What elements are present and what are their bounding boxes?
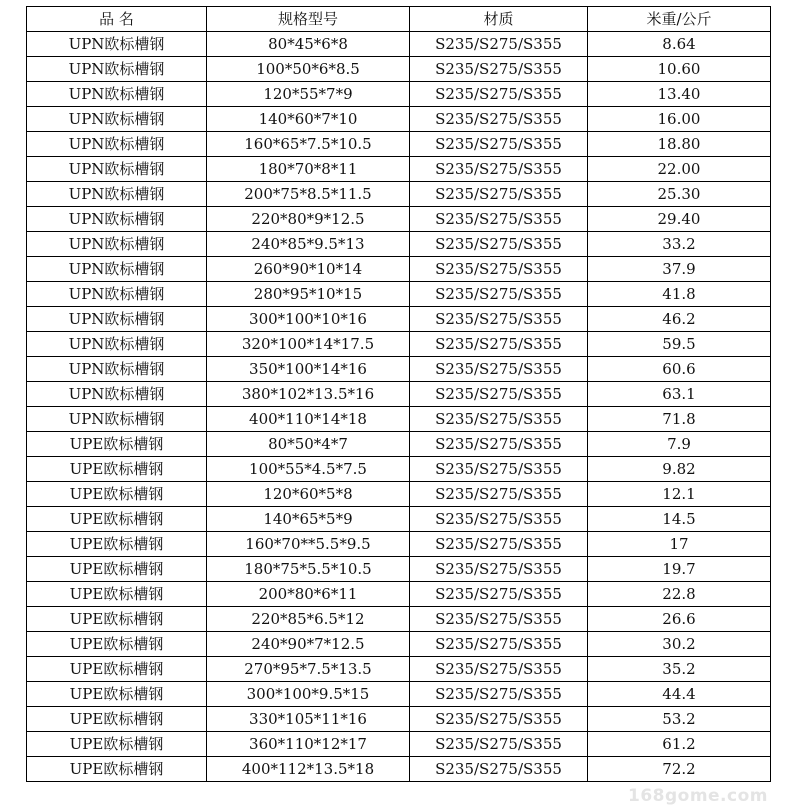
product-name-cell: UPE欧标槽钢 [27,457,207,482]
material-cell: S235/S275/S355 [410,582,588,607]
product-name-cell: UPN欧标槽钢 [27,32,207,57]
table-row [27,307,771,332]
specification-cell: 200*75*8.5*11.5 [207,182,410,207]
material-cell: S235/S275/S355 [410,632,588,657]
table-row [27,382,771,407]
material-cell: S235/S275/S355 [410,757,588,782]
weight-cell: 22.00 [588,157,771,182]
material-cell: S235/S275/S355 [410,182,588,207]
specification-cell: 120*60*5*8 [207,482,410,507]
table-row [27,82,771,107]
specification-cell: 220*80*9*12.5 [207,207,410,232]
product-name-cell: UPE欧标槽钢 [27,732,207,757]
table-row [27,507,771,532]
table-row [27,657,771,682]
product-name-cell: UPE欧标槽钢 [27,707,207,732]
weight-cell: 46.2 [588,307,771,332]
specification-cell: 140*65*5*9 [207,507,410,532]
weight-cell: 16.00 [588,107,771,132]
table-row [27,207,771,232]
specification-cell: 270*95*7.5*13.5 [207,657,410,682]
product-name-cell: UPN欧标槽钢 [27,282,207,307]
specification-cell: 400*110*14*18 [207,407,410,432]
table-row [27,707,771,732]
weight-cell: 25.30 [588,182,771,207]
material-cell: S235/S275/S355 [410,257,588,282]
material-cell: S235/S275/S355 [410,307,588,332]
table-row [27,482,771,507]
weight-cell: 8.64 [588,32,771,57]
table-row [27,682,771,707]
header-specification: 规格型号 [207,7,410,32]
weight-cell: 44.4 [588,682,771,707]
table-row [27,332,771,357]
material-cell: S235/S275/S355 [410,682,588,707]
specification-cell: 160*70**5.5*9.5 [207,532,410,557]
material-cell: S235/S275/S355 [410,507,588,532]
table-row [27,257,771,282]
table-row [27,757,771,782]
weight-cell: 71.8 [588,407,771,432]
weight-cell: 12.1 [588,482,771,507]
specification-cell: 140*60*7*10 [207,107,410,132]
material-cell: S235/S275/S355 [410,407,588,432]
specification-cell: 360*110*12*17 [207,732,410,757]
table-row [27,232,771,257]
specification-cell: 330*105*11*16 [207,707,410,732]
material-cell: S235/S275/S355 [410,32,588,57]
specification-cell: 380*102*13.5*16 [207,382,410,407]
table-row [27,557,771,582]
material-cell: S235/S275/S355 [410,232,588,257]
product-name-cell: UPE欧标槽钢 [27,582,207,607]
table-row [27,132,771,157]
specification-cell: 160*65*7.5*10.5 [207,132,410,157]
table-row [27,632,771,657]
header-row [27,7,771,32]
material-cell: S235/S275/S355 [410,107,588,132]
product-name-cell: UPE欧标槽钢 [27,757,207,782]
product-name-cell: UPE欧标槽钢 [27,657,207,682]
table-row [27,407,771,432]
header-material: 材质 [410,7,588,32]
material-cell: S235/S275/S355 [410,357,588,382]
product-name-cell: UPN欧标槽钢 [27,207,207,232]
header-product-name: 品 名 [27,7,207,32]
weight-cell: 37.9 [588,257,771,282]
weight-cell: 10.60 [588,57,771,82]
table-row [27,582,771,607]
site-watermark: 168gome.com [627,786,768,806]
specification-cell: 320*100*14*17.5 [207,332,410,357]
header-weight-per-meter: 米重/公斤 [588,7,771,32]
specification-cell: 220*85*6.5*12 [207,607,410,632]
material-cell: S235/S275/S355 [410,532,588,557]
specification-cell: 80*50*4*7 [207,432,410,457]
table-row [27,607,771,632]
weight-cell: 63.1 [588,382,771,407]
weight-cell: 29.40 [588,207,771,232]
weight-cell: 13.40 [588,82,771,107]
weight-cell: 59.5 [588,332,771,357]
weight-cell: 35.2 [588,657,771,682]
material-cell: S235/S275/S355 [410,707,588,732]
specification-cell: 400*112*13.5*18 [207,757,410,782]
specification-cell: 300*100*10*16 [207,307,410,332]
weight-cell: 14.5 [588,507,771,532]
material-cell: S235/S275/S355 [410,382,588,407]
material-cell: S235/S275/S355 [410,207,588,232]
weight-cell: 17 [588,532,771,557]
product-name-cell: UPE欧标槽钢 [27,632,207,657]
table-row [27,432,771,457]
product-name-cell: UPE欧标槽钢 [27,607,207,632]
table-row [27,457,771,482]
product-name-cell: UPN欧标槽钢 [27,82,207,107]
material-cell: S235/S275/S355 [410,432,588,457]
specification-cell: 260*90*10*14 [207,257,410,282]
product-name-cell: UPN欧标槽钢 [27,307,207,332]
specification-cell: 180*70*8*11 [207,157,410,182]
product-name-cell: UPN欧标槽钢 [27,332,207,357]
material-cell: S235/S275/S355 [410,657,588,682]
weight-cell: 41.8 [588,282,771,307]
material-cell: S235/S275/S355 [410,457,588,482]
table-row [27,57,771,82]
weight-cell: 30.2 [588,632,771,657]
table-row [27,157,771,182]
product-name-cell: UPN欧标槽钢 [27,357,207,382]
material-cell: S235/S275/S355 [410,732,588,757]
specification-cell: 240*85*9.5*13 [207,232,410,257]
weight-cell: 33.2 [588,232,771,257]
material-cell: S235/S275/S355 [410,82,588,107]
weight-cell: 9.82 [588,457,771,482]
weight-cell: 72.2 [588,757,771,782]
material-cell: S235/S275/S355 [410,607,588,632]
product-name-cell: UPN欧标槽钢 [27,157,207,182]
product-name-cell: UPE欧标槽钢 [27,482,207,507]
table-row [27,732,771,757]
product-name-cell: UPE欧标槽钢 [27,432,207,457]
product-name-cell: UPN欧标槽钢 [27,407,207,432]
specification-cell: 240*90*7*12.5 [207,632,410,657]
specification-cell: 200*80*6*11 [207,582,410,607]
specification-cell: 120*55*7*9 [207,82,410,107]
material-cell: S235/S275/S355 [410,332,588,357]
specification-cell: 350*100*14*16 [207,357,410,382]
table-row [27,282,771,307]
weight-cell: 7.9 [588,432,771,457]
weight-cell: 61.2 [588,732,771,757]
product-name-cell: UPE欧标槽钢 [27,532,207,557]
material-cell: S235/S275/S355 [410,132,588,157]
table-row [27,532,771,557]
product-name-cell: UPN欧标槽钢 [27,232,207,257]
specification-cell: 280*95*10*15 [207,282,410,307]
product-name-cell: UPE欧标槽钢 [27,557,207,582]
weight-cell: 19.7 [588,557,771,582]
table-row [27,357,771,382]
table-header [27,7,771,32]
product-name-cell: UPN欧标槽钢 [27,257,207,282]
material-cell: S235/S275/S355 [410,282,588,307]
weight-cell: 22.8 [588,582,771,607]
specification-cell: 80*45*6*8 [207,32,410,57]
table-row [27,32,771,57]
weight-cell: 26.6 [588,607,771,632]
weight-cell: 60.6 [588,357,771,382]
product-name-cell: UPN欧标槽钢 [27,57,207,82]
material-cell: S235/S275/S355 [410,157,588,182]
material-cell: S235/S275/S355 [410,57,588,82]
product-name-cell: UPE欧标槽钢 [27,507,207,532]
material-cell: S235/S275/S355 [410,482,588,507]
specification-cell: 180*75*5.5*10.5 [207,557,410,582]
product-name-cell: UPE欧标槽钢 [27,682,207,707]
product-name-cell: UPN欧标槽钢 [27,382,207,407]
material-cell: S235/S275/S355 [410,557,588,582]
product-name-cell: UPN欧标槽钢 [27,132,207,157]
table-body [27,32,771,782]
table-row [27,107,771,132]
product-name-cell: UPN欧标槽钢 [27,107,207,132]
table-row [27,182,771,207]
specification-cell: 100*50*6*8.5 [207,57,410,82]
steel-spec-table [26,6,771,782]
specification-cell: 300*100*9.5*15 [207,682,410,707]
weight-cell: 53.2 [588,707,771,732]
product-name-cell: UPN欧标槽钢 [27,182,207,207]
weight-cell: 18.80 [588,132,771,157]
specification-cell: 100*55*4.5*7.5 [207,457,410,482]
